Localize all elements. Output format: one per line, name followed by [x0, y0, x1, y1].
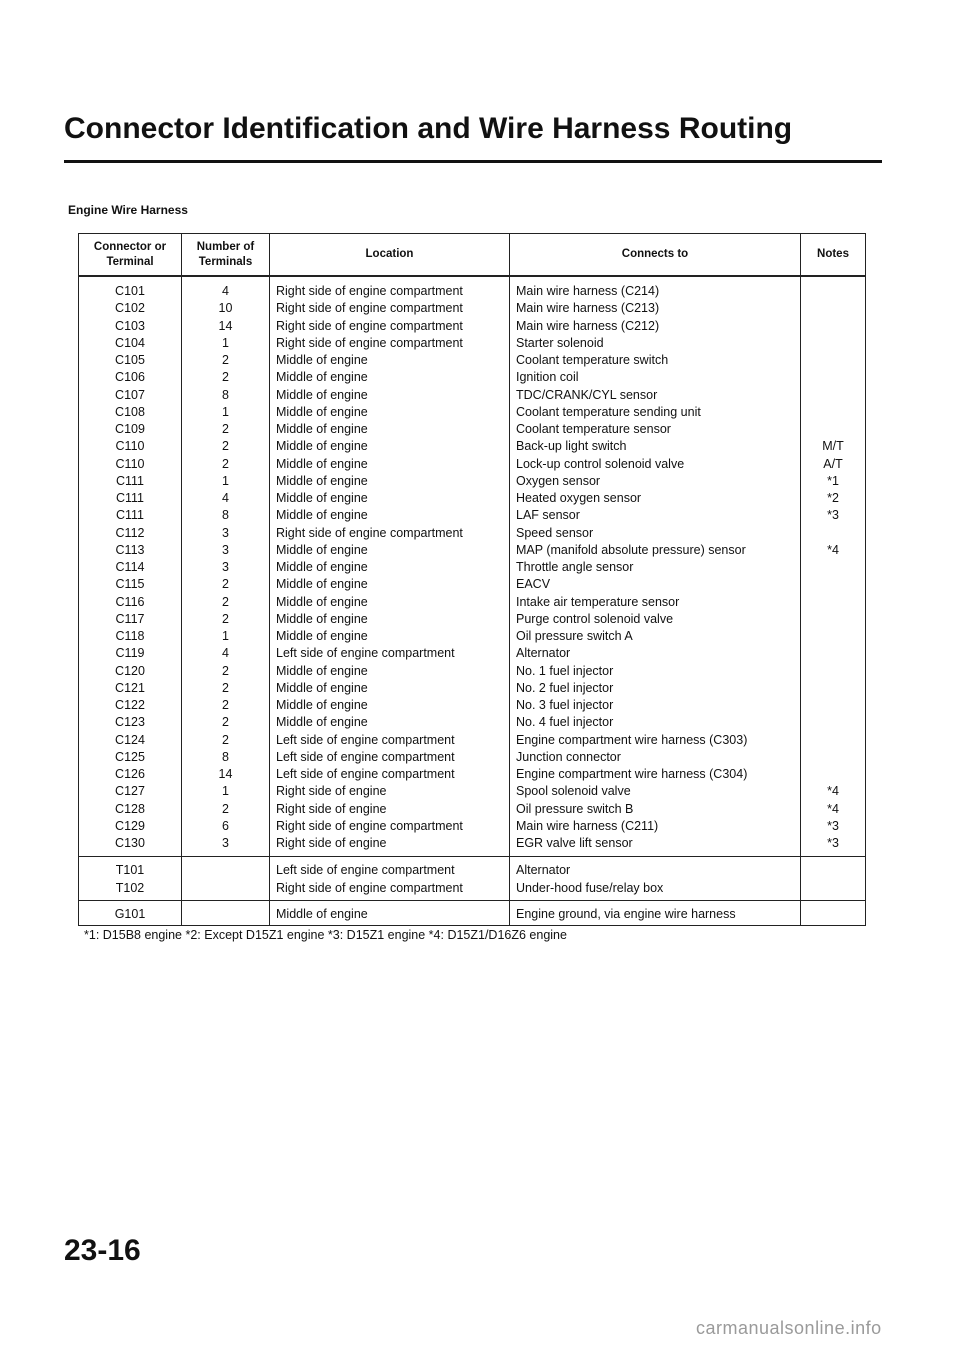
cell-loc: Middle of engine — [276, 577, 368, 592]
cell-conn: C114 — [115, 560, 145, 574]
cell-to: Ignition coil — [516, 370, 579, 385]
cell-num: 2 — [222, 577, 229, 592]
cell-note: *3 — [827, 508, 839, 523]
cell-loc: Middle of engine — [276, 491, 368, 505]
cell-loc: Middle of engine — [276, 456, 368, 471]
connects-to-column — [510, 900, 801, 925]
cell-num: 4 — [222, 491, 229, 505]
cell-num — [182, 906, 269, 923]
cell-loc: Right side of engine compartment — [276, 880, 463, 895]
cell-conn: C103 — [115, 318, 145, 333]
cell-loc: Right side of engine — [276, 836, 387, 850]
cell-num: 2 — [222, 715, 229, 730]
cell-note — [801, 697, 865, 714]
cell-conn: C110 — [115, 439, 145, 454]
location-column — [270, 857, 510, 901]
cell-note — [801, 645, 865, 662]
cell-conn: C128 — [115, 801, 145, 816]
cell-loc: Middle of engine — [276, 594, 368, 609]
cell-num: 1 — [222, 473, 229, 488]
connects-to-column — [510, 857, 801, 901]
cell-loc: Middle of engine — [276, 353, 368, 367]
cell-to: EACV — [516, 577, 551, 592]
page-title: Connector Identification and Wire Harness Routing — [64, 112, 793, 145]
cell-loc: Middle of engine — [276, 508, 368, 523]
cell-note: M/T — [822, 439, 844, 454]
cell-loc: Middle of engine — [276, 404, 368, 419]
page-number: 23-16 — [64, 1234, 141, 1267]
cell-note — [801, 300, 865, 317]
cell-num: 1 — [222, 404, 229, 419]
cell-num: 14 — [218, 318, 233, 333]
cell-loc: Middle of engine — [276, 473, 368, 488]
cell-note: *3 — [827, 836, 839, 850]
cell-num: 2 — [222, 680, 229, 695]
cell-conn: T102 — [115, 880, 145, 895]
cell-num: 2 — [222, 456, 229, 471]
cell-loc: Right side of engine compartment — [276, 818, 463, 833]
notes-column — [801, 276, 866, 857]
cell-note — [801, 404, 865, 421]
cell-note: *1 — [827, 473, 839, 488]
connector-column — [79, 900, 182, 925]
cell-conn: C111 — [115, 473, 145, 488]
cell-num: 3 — [222, 560, 229, 574]
cell-num: 1 — [222, 784, 229, 799]
cell-conn: C110 — [115, 456, 145, 471]
header-number-line2: Terminals — [198, 255, 253, 268]
cell-to: No. 4 fuel injector — [516, 715, 614, 730]
cell-num: 10 — [218, 301, 233, 316]
cell-num: 4 — [222, 646, 229, 661]
cell-conn: C106 — [115, 370, 145, 385]
connector-column — [79, 276, 182, 857]
cell-conn: G101 — [114, 906, 146, 921]
cell-loc: Left side of engine compartment — [276, 646, 455, 661]
cell-loc: Left side of engine compartment — [276, 767, 455, 781]
cell-conn: C105 — [115, 353, 145, 367]
cell-loc: Right side of engine compartment — [276, 284, 463, 298]
group-row — [79, 857, 866, 901]
cell-conn: C101 — [115, 284, 145, 298]
header-number — [182, 234, 270, 277]
cell-conn: C120 — [115, 663, 145, 678]
cell-note — [801, 906, 865, 923]
cell-to: Throttle angle sensor — [516, 560, 634, 574]
cell-note — [801, 576, 865, 593]
cell-num: 2 — [222, 422, 229, 436]
cell-to: Junction connector — [516, 749, 621, 764]
cell-note — [801, 680, 865, 697]
cell-loc: Middle of engine — [276, 629, 368, 643]
cell-loc: Middle of engine — [276, 698, 368, 712]
cell-to: Spool solenoid valve — [516, 784, 631, 799]
cell-loc: Right side of engine — [276, 784, 387, 799]
cell-to: Under-hood fuse/relay box — [516, 880, 664, 895]
cell-to: LAF sensor — [516, 508, 580, 523]
cell-conn: C111 — [115, 508, 145, 523]
location-column — [270, 900, 510, 925]
cell-conn: C118 — [115, 629, 145, 643]
group-connectors — [79, 276, 866, 857]
cell-to: Starter solenoid — [516, 335, 604, 350]
terminals-column — [182, 900, 270, 925]
cell-loc: Middle of engine — [276, 715, 368, 730]
cell-to: Intake air temperature sensor — [516, 594, 680, 609]
cell-conn: C107 — [115, 387, 145, 402]
cell-to: MAP (manifold absolute pressure) sensor — [516, 542, 746, 557]
cell-conn: C108 — [115, 404, 145, 419]
cell-loc: Right side of engine — [276, 801, 387, 816]
cell-num: 14 — [218, 767, 233, 781]
cell-num: 2 — [222, 353, 229, 367]
section-heading: Engine Wire Harness — [68, 203, 188, 217]
cell-loc: Right side of engine compartment — [276, 525, 463, 540]
cell-num: 4 — [222, 284, 229, 298]
cell-loc: Middle of engine — [276, 560, 368, 574]
group-terminals — [79, 857, 866, 901]
header-connects-to: Connects to — [510, 234, 801, 277]
cell-note — [801, 663, 865, 680]
cell-loc: Middle of engine — [276, 370, 368, 385]
cell-note — [801, 369, 865, 386]
cell-note — [801, 352, 865, 369]
cell-loc: Middle of engine — [276, 680, 368, 695]
cell-note — [801, 749, 865, 766]
cell-conn: C111 — [115, 491, 145, 505]
cell-to: Main wire harness (C212) — [516, 318, 660, 333]
cell-conn: C112 — [115, 525, 145, 540]
cell-loc: Left side of engine compartment — [276, 749, 455, 764]
cell-note — [801, 766, 865, 783]
cell-num: 2 — [222, 611, 229, 626]
cell-num: 2 — [222, 732, 229, 747]
cell-conn: C127 — [115, 784, 145, 799]
cell-conn: C125 — [115, 749, 145, 764]
notes-column — [801, 900, 866, 925]
cell-conn: C124 — [115, 732, 145, 747]
cell-loc: Left side of engine compartment — [276, 863, 455, 878]
cell-note — [801, 732, 865, 749]
cell-num — [182, 880, 269, 897]
cell-num: 2 — [222, 370, 229, 385]
cell-note — [801, 862, 865, 879]
cell-conn: C122 — [115, 698, 145, 712]
header-connector-line1: Connector or — [93, 240, 167, 253]
watermark: carmanualsonline.info — [696, 1318, 882, 1338]
cell-to: No. 2 fuel injector — [516, 680, 614, 695]
cell-to: TDC/CRANK/CYL sensor — [516, 387, 658, 402]
cell-loc: Right side of engine compartment — [276, 335, 463, 350]
cell-loc: Middle of engine — [276, 611, 368, 626]
cell-num: 2 — [222, 594, 229, 609]
cell-to: Back-up light switch — [516, 439, 627, 454]
cell-to: Speed sensor — [516, 525, 594, 540]
cell-num: 8 — [222, 749, 229, 764]
cell-to: Engine compartment wire harness (C303) — [516, 732, 748, 747]
header-notes: Notes — [801, 234, 866, 277]
cell-note — [801, 594, 865, 611]
cell-conn: C129 — [115, 818, 145, 833]
cell-note — [801, 559, 865, 576]
cell-num — [182, 862, 269, 879]
cell-to: EGR valve lift sensor — [516, 836, 633, 850]
cell-to: Oil pressure switch A — [516, 629, 633, 643]
cell-note — [801, 318, 865, 335]
cell-note — [801, 611, 865, 628]
cell-to: Oxygen sensor — [516, 473, 601, 488]
cell-conn: C113 — [115, 542, 145, 557]
cell-conn: C121 — [115, 680, 145, 695]
cell-note: A/T — [823, 456, 843, 471]
cell-to: Engine ground, via engine wire harness — [516, 906, 736, 921]
cell-note: *3 — [827, 818, 839, 833]
notes-column — [801, 857, 866, 901]
cell-conn: C115 — [115, 577, 145, 592]
cell-conn: C109 — [115, 422, 145, 436]
cell-note — [801, 525, 865, 542]
cell-num: 3 — [222, 525, 229, 540]
cell-to: Coolant temperature sensor — [516, 422, 671, 436]
cell-conn: C126 — [115, 767, 145, 781]
cell-to: Alternator — [516, 863, 571, 878]
cell-conn: C123 — [115, 715, 145, 730]
connector-column — [79, 857, 182, 901]
cell-loc: Middle of engine — [276, 663, 368, 678]
cell-loc: Right side of engine compartment — [276, 301, 463, 316]
cell-loc: Right side of engine compartment — [276, 318, 463, 333]
cell-to: Heated oxygen sensor — [516, 491, 642, 505]
cell-note — [801, 421, 865, 438]
cell-note: *4 — [827, 542, 839, 557]
cell-loc: Middle of engine — [276, 439, 368, 454]
cell-to: Coolant temperature sending unit — [516, 404, 701, 419]
terminals-column — [182, 276, 270, 857]
header-connector — [79, 234, 182, 277]
cell-loc: Middle of engine — [276, 906, 368, 921]
cell-conn: C130 — [115, 836, 145, 850]
footnote: *1: D15B8 engine *2: Except D15Z1 engine *3: D15Z1 engine *4: D15Z1/D16Z6 engine — [84, 928, 567, 942]
cell-note — [801, 628, 865, 645]
cell-to: Coolant temperature switch — [516, 353, 669, 367]
cell-note: *4 — [827, 801, 839, 816]
cell-to: Main wire harness (C213) — [516, 301, 660, 316]
cell-to: No. 3 fuel injector — [516, 698, 614, 712]
cell-conn: C119 — [115, 646, 145, 661]
cell-note — [801, 880, 865, 897]
cell-loc: Middle of engine — [276, 542, 368, 557]
table-header-row — [79, 234, 866, 277]
cell-note: *4 — [827, 784, 839, 799]
cell-to: Engine compartment wire harness (C304) — [516, 767, 748, 781]
cell-to: Lock-up control solenoid valve — [516, 456, 685, 471]
cell-num: 8 — [222, 508, 229, 523]
cell-to: Alternator — [516, 646, 571, 661]
cell-conn: C117 — [115, 611, 145, 626]
terminals-column — [182, 857, 270, 901]
location-column — [270, 276, 510, 857]
title-rule — [64, 160, 882, 163]
cell-loc: Middle of engine — [276, 387, 368, 402]
cell-loc: Left side of engine compartment — [276, 732, 455, 747]
cell-note — [801, 387, 865, 404]
cell-num: 2 — [222, 801, 229, 816]
cell-num: 6 — [222, 818, 229, 833]
cell-num: 3 — [222, 542, 229, 557]
cell-to: Main wire harness (C211) — [516, 818, 659, 833]
group-grounds — [79, 900, 866, 925]
connects-to-column — [510, 276, 801, 857]
cell-note — [801, 283, 865, 300]
cell-num: 2 — [222, 439, 229, 454]
cell-num: 3 — [222, 836, 229, 850]
cell-note: *2 — [827, 491, 839, 505]
cell-num: 8 — [222, 387, 229, 402]
cell-loc: Middle of engine — [276, 422, 368, 436]
cell-to: Oil pressure switch B — [516, 801, 634, 816]
cell-num: 1 — [222, 335, 229, 350]
cell-num: 1 — [222, 629, 229, 643]
header-location: Location — [270, 234, 510, 277]
group-row — [79, 276, 866, 857]
header-number-line1: Number of — [196, 240, 255, 253]
cell-note — [801, 714, 865, 731]
cell-note — [801, 335, 865, 352]
header-connector-line2: Terminal — [106, 255, 154, 268]
group-row — [79, 900, 866, 925]
cell-to: Purge control solenoid valve — [516, 611, 674, 626]
cell-num: 2 — [222, 663, 229, 678]
cell-conn: C102 — [115, 301, 145, 316]
connector-table — [78, 233, 866, 926]
cell-conn: C104 — [115, 335, 145, 350]
cell-num: 2 — [222, 698, 229, 712]
cell-conn: C116 — [115, 594, 145, 609]
cell-conn: T101 — [115, 863, 145, 878]
cell-to: No. 1 fuel injector — [516, 663, 614, 678]
cell-to: Main wire harness (C214) — [516, 284, 660, 298]
